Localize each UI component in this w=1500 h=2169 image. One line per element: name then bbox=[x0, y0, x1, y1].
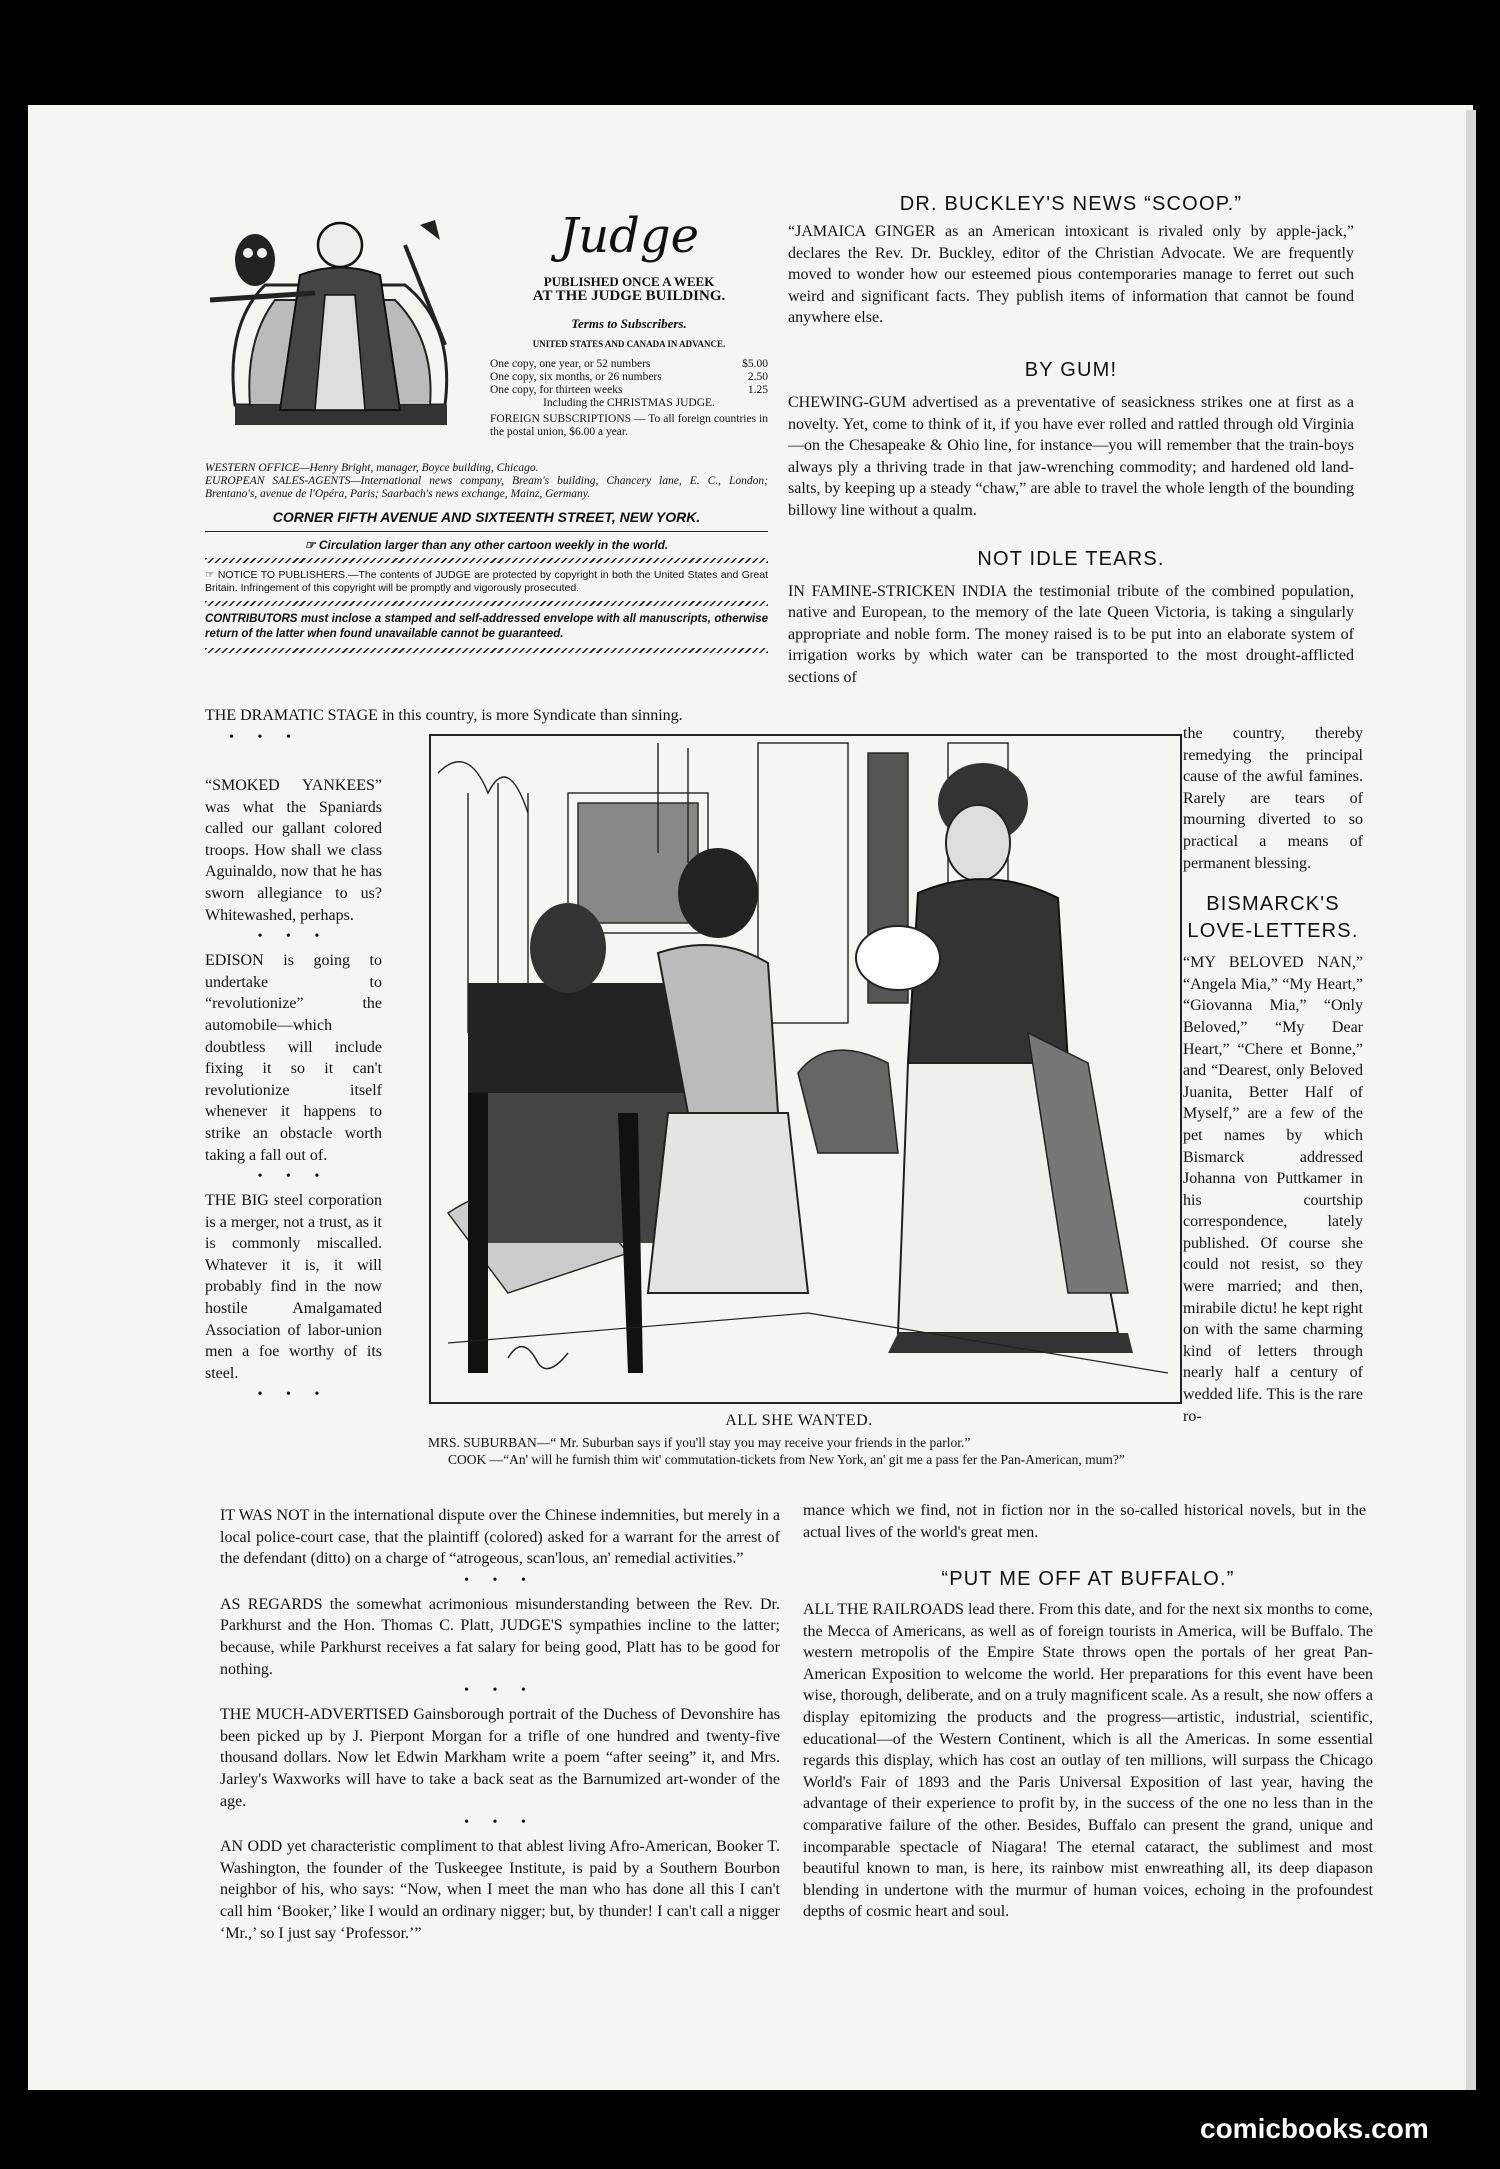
masthead-details bbox=[205, 462, 768, 659]
site-watermark: comicbooks.com bbox=[1200, 2113, 1429, 2144]
cartoon-illustration bbox=[428, 733, 1183, 1405]
divider bbox=[205, 648, 768, 653]
booker-washington-item: AN ODD yet characteristic compliment to that ablest living Afro-American, Booker T. Washington, the founder of the Tuskeegee Institute, is paid by a Southern Bourbon neighbor of his, who says: “Now, when I meet the man who has done all this I can't call him ‘Booker,’ like I would an ordinary nigger; but, by thunder! I can't call a nigger ‘Mr.,’ so I just say ‘Professor.’” bbox=[220, 1838, 780, 1942]
foreign-subscriptions: FOREIGN SUBSCRIPTIONS — To all foreign countries in the postal union, $6.00 a year. bbox=[490, 413, 768, 438]
circulation-note: ☞ Circulation larger than any other cartoon weekly in the world. bbox=[304, 538, 669, 552]
masthead-title: Judge bbox=[558, 208, 699, 264]
rate-row: One copy, one year, or 52 numbers $5.00 bbox=[490, 358, 768, 370]
judge-figure-illustration bbox=[205, 205, 473, 437]
divider bbox=[205, 558, 768, 563]
narrow-right-column bbox=[1183, 723, 1363, 1427]
bismarck-continuation: mance which we find, not in fiction nor in the so-called historical novels, but in the actual lives of the world's great men. bbox=[803, 1502, 1366, 1541]
western-office: WESTERN OFFICE—Henry Bright, manager, Boyce building, Chicago. bbox=[205, 462, 539, 474]
office-address: CORNER FIFTH AVENUE AND SIXTEENTH STREET, NEW YORK. bbox=[272, 509, 701, 525]
notice-to-publishers: ☞ NOTICE TO PUBLISHERS.—The contents of JUDGE are protected by copyright in both the United States and Great Britain. Infringement of this copyright will be promptly and vigorously prosecuted. bbox=[205, 569, 768, 594]
headline: BY GUM! bbox=[1024, 358, 1118, 381]
headline: BISMARCK'S bbox=[1206, 893, 1340, 916]
chinese-indemnities-item: IT WAS NOT in the international dispute over the Chinese indemnities, but merely in a local police-court case, that the plaintiff (colored) asked for a warrant for the arrest of the defendant (ditto) on a charge of “atrogeous, scan'lous, an' remedial activities.” bbox=[220, 1507, 780, 1568]
masthead-line2: AT THE JUDGE BUILDING. bbox=[532, 288, 726, 304]
chewing-gum-item: CHEWING-GUM advertised as a preventative of seasickness strikes one at first as a novelty. Yet, come to think of it, if you have ever rolled and rattled through old Virginia—on the Chesapeake & Ohio line, for instance—you will remember that the train-boys always ply a thriving trade in that jaw-wrenching commodity; and hardened old land-salts, by keeping up a steady “chaw,” are able to travel the whole length of the bounding billowy line without a qualm. bbox=[788, 393, 1354, 519]
contributors-notice: CONTRIBUTORS must inclose a stamped and self-addressed envelope with all manuscripts, otherwise return of the latter when found unavailable cannot be guaranteed. bbox=[205, 613, 768, 640]
bismarck-item: “MY BELOVED NAN,” “Angela Mia,” “My Heart,” “Giovanna Mia,” “Only Beloved,” “My Dear Heart,” “Chere et Bonne,” and “Dearest, only Beloved Juanita, Better Half of Myself,” are a few of the pet names by which Bismarck addressed Johanna von Puttkamer in his courtship correspondence, lately published. Of course she could not resist, so they were married; and then, mirabile dictu! he kept right on with the same charming kind of letters through nearly half a century of wedded life. This is the rare ro- bbox=[1183, 954, 1363, 1425]
cartoon-caption bbox=[428, 1412, 1170, 1468]
edison-item: EDISON is going to undertake to “revolutionize” the automobile—which doubtless will include fixing it so it can't revolutionize itself whenever it happens to strike an obstacle worth taking a fall out of. bbox=[205, 952, 382, 1164]
gainsborough-item: THE MUCH-ADVERTISED Gainsborough portrait of the Duchess of Devonshire has been picked up by J. Pierpont Morgan for a trifle of one hundred and twenty-five thousand dollars. Now let Edwin Markham write a poem “after seeing” it, and Mrs. Jarley's Waxworks will have to take a back seat as the Barnumized art-wonder of the age. bbox=[220, 1706, 780, 1810]
right-column bbox=[788, 193, 1354, 689]
pointing-hand-icon: ☞ bbox=[304, 538, 319, 552]
buckley-item: “JAMAICA GINGER as an American intoxicant is rivaled only by apple-jack,” declares the Rev. Dr. Buckley, editor of the Christian Advocate. We are frequently moved to wonder how our esteemed pious contemporaries manage to ferret out such weird and significant facts. They publish items of information that cannot be found anywhere else. bbox=[788, 223, 1354, 327]
pointing-hand-icon: ☞ bbox=[205, 569, 218, 581]
terms-subheading: UNITED STATES AND CANADA IN ADVANCE. bbox=[532, 339, 726, 349]
headline: “PUT ME OFF AT BUFFALO.” bbox=[941, 1568, 1235, 1590]
next-page-edge bbox=[1466, 110, 1476, 2090]
caption-line: COOK —“An' will he furnish thim wit' commutation-tickets from New York, an' git me a pass fer the Pan-American, mum?” bbox=[448, 1452, 1125, 1467]
european-agents: EUROPEAN SALES-AGENTS—International news company, Bream's building, Chancery lane, E. C., London; Brentano's, avenue de l'Opéra, Paris; Saarbach's news exchange, Mainz, Germany. bbox=[205, 475, 768, 500]
lower-right-column bbox=[803, 1568, 1373, 1923]
smoked-yankees-item: “SMOKED YANKEES” was what the Spaniards called our gallant colored troops. How shall we class Aguinaldo, now that he has sworn allegiance to us? Whitewashed, perhaps. bbox=[205, 777, 382, 924]
caption-title: ALL SHE WANTED. bbox=[725, 1412, 873, 1429]
terms-heading: Terms to Subscribers. bbox=[571, 316, 687, 331]
parkhurst-platt-item: AS REGARDS the somewhat acrimonious misunderstanding between the Rev. Dr. Parkhurst and the Hon. Thomas C. Platt, JUDGE'S sympathies incline to the latter; because, while Parkhurst receives a fat salary for being good, Platt has to be good for nothing. bbox=[220, 1595, 780, 1678]
rate-row: One copy, for thirteen weeks 1.25 bbox=[490, 384, 768, 396]
masthead-line1: PUBLISHED ONCE A WEEK bbox=[543, 274, 715, 289]
rate-row: One copy, six months, or 26 numbers 2.50 bbox=[490, 371, 768, 383]
headline: LOVE-LETTERS. bbox=[1187, 920, 1359, 943]
headline: DR. BUCKLEY'S NEWS “SCOOP.” bbox=[899, 193, 1243, 215]
steel-corporation-item: THE BIG steel corporation is a merger, not a trust, as it is commonly miscalled. Whatever it is, it will probably find in the now hostile Amalgamated Association of labor-union men a foe worthy of its steel. bbox=[205, 1192, 382, 1382]
dramatic-stage-item: THE DRAMATIC STAGE in this country, is more Syndicate than sinning. • • • bbox=[205, 707, 683, 745]
divider bbox=[205, 601, 768, 606]
india-item: IN FAMINE-STRICKEN INDIA the testimonial tribute of the combined population, native and European, to the memory of the late Queen Victoria, is taking a singularly appropriate and noble form. The money raised is to be put into an elaborate system of irrigation works by which water can be transported to the most drought-afflicted sections of bbox=[788, 582, 1354, 686]
owl-icon bbox=[235, 234, 275, 286]
headline: NOT IDLE TEARS. bbox=[977, 547, 1165, 570]
caption-line: MRS. SUBURBAN—“ Mr. Suburban says if you'll stay you may receive your friends in the parlor.” bbox=[428, 1435, 971, 1450]
rates-note: Including the CHRISTMAS JUDGE. bbox=[543, 397, 715, 409]
masthead bbox=[490, 210, 768, 439]
divider bbox=[205, 531, 768, 532]
buffalo-item: ALL THE RAILROADS lead there. From this date, and for the next six months to come, the Mecca of Americans, as well as of foreign tourists in America, will be Buffalo. The western metropolis of the Empire State throws open the portals of her great Pan-American Exposition to welcome the world. Her preparations for this event have been wise, thorough, deliberate, and on a truly magnificent scale. As a result, she now offers a display epitomizing the products and the progress—artistic, industrial, scientific, educational—of the Western Continent, which is all the Americas. In some essential regards this display, which has cost an outlay of ten millions, will surpass the Chicago World's Fair of 1893 and the Paris Universal Exposition of last year, having the advantage of their experience to profit by, in the success of the one no less than in the comparative failure of the other. Besides, Buffalo can present the grand, unique and incomparable spectacle of Niagara! The eternal cataract, the sublimest and most beautiful known to man, is here, its rainbow mist enwreathing all, its deep diapason blending in undertone with the murmur of human voices, echoing in the profoundest depths of cosmic heart and soul. bbox=[803, 1601, 1373, 1921]
lower-left-column: IT WAS NOT in the international dispute over the Chinese indemnities, but merely in a local police-court case, that the plaintiff (colored) asked for a warrant for the arrest of the defendant (ditto) on a charge of “atrogeous, scan'lous, an' remedial activities.” • • • AS REGARDS the somewhat acrimonious misunderstanding between the Rev. Dr. Parkhurst and the Hon. Thomas C. Platt, JUDGE'S sympathies incline to the latter; because, while Parkhurst receives a fat salary for being good, Platt has to be good for nothing. • • • THE MUCH-ADVERTISED Gainsborough portrait of the Duchess of Devonshire has been picked up by J. Pierpont Morgan for a trifle of one hundred and twenty-five thousand dollars. Now let Edwin Markham write a poem “after seeing” it, and Mrs. Jarley's Waxworks will have to take a back seat as the Barnumized art-wonder of the age. • • • AN ODD yet characteristic compliment to that ablest living Afro-American, Booker T. Washington, the founder of the Tuskeegee Institute, is paid by a Southern Bourbon neighbor of his, who says: “Now, when I meet the man who has done all this I can't call him ‘Booker,’ like I would an ordinary nigger; but, by thunder! I can't call a nigger ‘Mr.,’ so I just say ‘Professor.’” bbox=[220, 1505, 780, 1944]
left-column: “SMOKED YANKEES” was what the Spaniards called our gallant colored troops. How shall we class Aguinaldo, now that he has sworn allegiance to us? Whitewashed, perhaps. • • • EDISON is going to undertake to “revolutionize” the automobile—which doubtless will include fixing it so it can't revolutionize itself whenever it happens to strike an obstacle worth taking a fall out of. • • • THE BIG steel corporation is a merger, not a trust, as it is commonly miscalled. Whatever it is, it will probably find in the now hostile Amalgamated Association of labor-union men a foe worthy of its steel. • • • bbox=[205, 777, 382, 1403]
india-item-continued: the country, thereby remedying the principal cause of the awful famines. Rarely are tears of mourning diverted to so practical a means of permanent blessing. bbox=[1183, 725, 1363, 872]
